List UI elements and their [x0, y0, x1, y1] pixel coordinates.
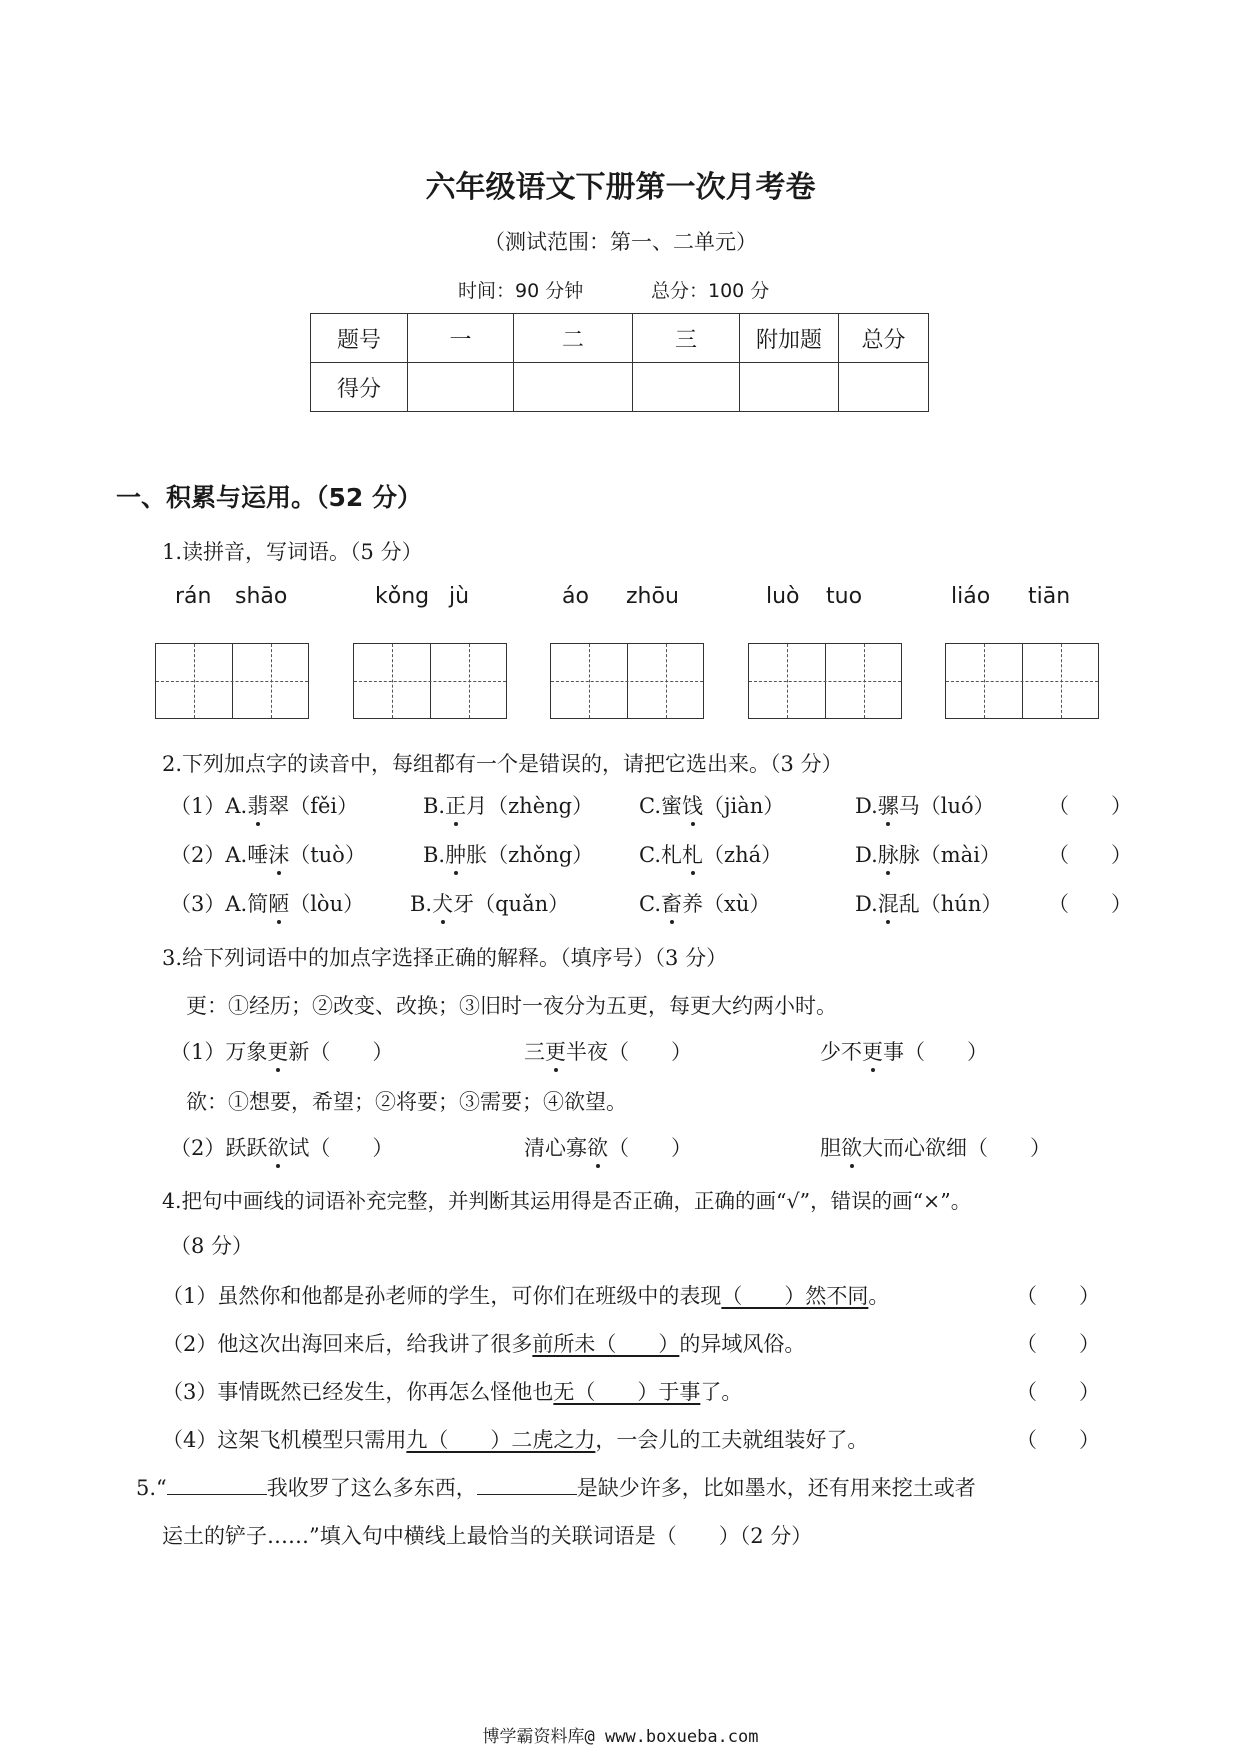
score-header-cell: 二 [514, 314, 633, 363]
exam-total-score: 总分：100 分 [651, 280, 770, 302]
dotted-char: 混 [878, 888, 899, 918]
q4-points: （8 分） [170, 1234, 254, 1258]
q4-row-3: （3）事情既然已经发生，你再怎么怪他也无（ ）于事了。 [162, 1380, 743, 1404]
exam-title: 六年级语文下册第一次月考卷 [425, 170, 816, 205]
q2-row-2 [170, 839, 366, 869]
dotted-char: 正 [445, 790, 466, 820]
pinyin-4a: luò [766, 584, 800, 609]
q2-row-3 [170, 888, 364, 918]
writing-grid-box[interactable] [155, 643, 309, 719]
score-table-score-row [311, 363, 929, 412]
dotted-char: 脉 [878, 839, 899, 869]
score-cell[interactable] [839, 363, 929, 412]
q3-row-2-item-1: （2）跃跃欲试（ ） [170, 1132, 393, 1162]
q3-definition-geng: 更：①经历；②改变、改换；③旧时一夜分为五更，每更大约两小时。 [186, 994, 837, 1018]
writing-grid-box[interactable] [748, 643, 902, 719]
row-number: （1） [170, 794, 226, 818]
dotted-char: 饯 [682, 790, 703, 820]
pinyin-2a: kǒng [375, 584, 430, 609]
section-1-title: 一、积累与运用。（52 分） [116, 483, 422, 512]
score-header-cell: 三 [633, 314, 740, 363]
score-row-label: 得分 [311, 363, 408, 412]
q5-line-2: 运土的铲子……”填入句中横线上最恰当的关联词语是（ ）（2 分） [162, 1524, 813, 1548]
dotted-char: 翡 [247, 790, 268, 820]
answer-paren[interactable]: （ ） [1048, 794, 1132, 818]
option-d: D.混乱（hún） [855, 888, 1002, 918]
answer-paren[interactable]: （ ） [1016, 1428, 1100, 1452]
answer-paren[interactable]: （ ） [1048, 892, 1132, 916]
answer-paren[interactable]: （ ） [1016, 1380, 1100, 1404]
q3-definition-yu: 欲：①想要，希望；②将要；③需要；④欲望。 [186, 1090, 627, 1114]
q3-stem: 3.给下列词语中的加点字选择正确的解释。（填序号）（3 分） [162, 946, 728, 970]
option-a: A.简陋（lòu） [225, 892, 364, 916]
option-b: B.正月（zhèng） [423, 790, 593, 820]
q3-row-2-item-3: 胆欲大而心欲细（ ） [820, 1132, 1051, 1162]
option-d: D.脉脉（mài） [855, 839, 1001, 869]
answer-paren[interactable]: （ ） [1016, 1284, 1100, 1308]
score-cell[interactable] [514, 363, 633, 412]
pinyin-1a: rán [175, 584, 212, 609]
q3-row-1-item-2: 三更半夜（ ） [524, 1036, 692, 1066]
dotted-char: 更 [545, 1036, 566, 1066]
score-cell[interactable] [408, 363, 514, 412]
q2-stem: 2.下列加点字的读音中，每组都有一个是错误的，请把它选出来。（3 分） [162, 752, 843, 776]
score-cell[interactable] [633, 363, 740, 412]
option-b: B.犬牙（quǎn） [410, 888, 569, 918]
footer-watermark: 博学霸资料库@ www.boxueba.com [482, 1727, 759, 1747]
dotted-char: 犬 [432, 888, 453, 918]
dotted-char: 畜 [661, 888, 682, 918]
option-c: C.蜜饯（jiàn） [639, 790, 784, 820]
dotted-char: 札 [682, 839, 703, 869]
option-a: A.唾沫（tuò） [225, 843, 365, 867]
writing-grid-box[interactable] [353, 643, 507, 719]
score-table-header-row [311, 314, 929, 363]
fill-blank[interactable] [167, 1474, 267, 1495]
answer-paren[interactable]: （ ） [1048, 843, 1132, 867]
dotted-char: 欲 [841, 1132, 862, 1162]
pinyin-5b: tiān [1028, 584, 1071, 609]
pinyin-5a: liáo [951, 584, 991, 609]
writing-grid-box[interactable] [550, 643, 704, 719]
score-header-cell: 附加题 [740, 314, 839, 363]
q4-row-4: （4）这架飞机模型只需用九（ ）二虎之力，一会儿的工夫就组装好了。 [162, 1428, 869, 1452]
dotted-char: 骡 [878, 790, 899, 820]
score-header-cell: 一 [408, 314, 514, 363]
score-header-cell: 总分 [839, 314, 929, 363]
underlined-idiom[interactable]: 无（ ）于事 [553, 1380, 701, 1404]
option-a: A.翡翠（fěi） [225, 794, 358, 818]
q2-row-1 [170, 790, 358, 820]
pinyin-3b: zhōu [626, 584, 679, 609]
option-b: B.肿胀（zhǒng） [423, 839, 593, 869]
answer-paren[interactable]: （ ） [1016, 1332, 1100, 1356]
q3-row-1-item-3: 少不更事（ ） [820, 1036, 988, 1066]
dotted-char: 肿 [445, 839, 466, 869]
pinyin-2b: jù [449, 584, 470, 609]
underlined-idiom[interactable]: 九（ ）二虎之力 [406, 1428, 596, 1452]
option-c: C.畜养（xù） [639, 888, 770, 918]
exam-subtitle: （测试范围：第一、二单元） [484, 230, 757, 254]
dotted-char: 更 [267, 1036, 288, 1066]
writing-grid-box[interactable] [945, 643, 1099, 719]
pinyin-4b: tuo [826, 584, 863, 609]
dotted-char: 更 [862, 1036, 883, 1066]
q4-stem: 4.把句中画线的词语补充完整，并判断其运用得是否正确，正确的画“√”，错误的画“×”。 [162, 1189, 972, 1213]
fill-blank[interactable] [477, 1474, 577, 1495]
option-d: D.骡马（luó） [855, 790, 995, 820]
q4-row-2: （2）他这次出海回来后，给我讲了很多前所未（ ）的异域风俗。 [162, 1332, 806, 1356]
q1-stem: 1.读拼音，写词语。（5 分） [162, 540, 423, 564]
q3-row-1-item-1: （1）万象更新（ ） [170, 1036, 393, 1066]
underlined-idiom[interactable]: （ ）然不同 [721, 1284, 869, 1308]
pinyin-3a: áo [562, 584, 589, 609]
row-number: （3） [170, 892, 226, 916]
score-table [310, 313, 929, 412]
row-number: （2） [170, 843, 226, 867]
q3-row-2-item-2: 清心寡欲（ ） [524, 1132, 692, 1162]
option-c: C.札札（zhá） [639, 839, 782, 869]
dotted-char: 陋 [268, 888, 289, 918]
score-header-cell: 题号 [311, 314, 408, 363]
q5-line-1: 5.“ 我收罗了这么多东西， 是缺少许多，比如墨水，还有用来挖土或者 [136, 1476, 976, 1500]
score-cell[interactable] [740, 363, 839, 412]
underlined-idiom[interactable]: 前所未（ ） [532, 1332, 680, 1356]
q4-row-1: （1）虽然你和他都是孙老师的学生，可你们在班级中的表现（ ）然不同。 [162, 1284, 890, 1308]
dotted-char: 沫 [268, 839, 289, 869]
pinyin-1b: shāo [235, 584, 288, 609]
dotted-char: 欲 [267, 1132, 288, 1162]
exam-time: 时间：90 分钟 [458, 280, 584, 302]
dotted-char: 欲 [587, 1132, 608, 1162]
